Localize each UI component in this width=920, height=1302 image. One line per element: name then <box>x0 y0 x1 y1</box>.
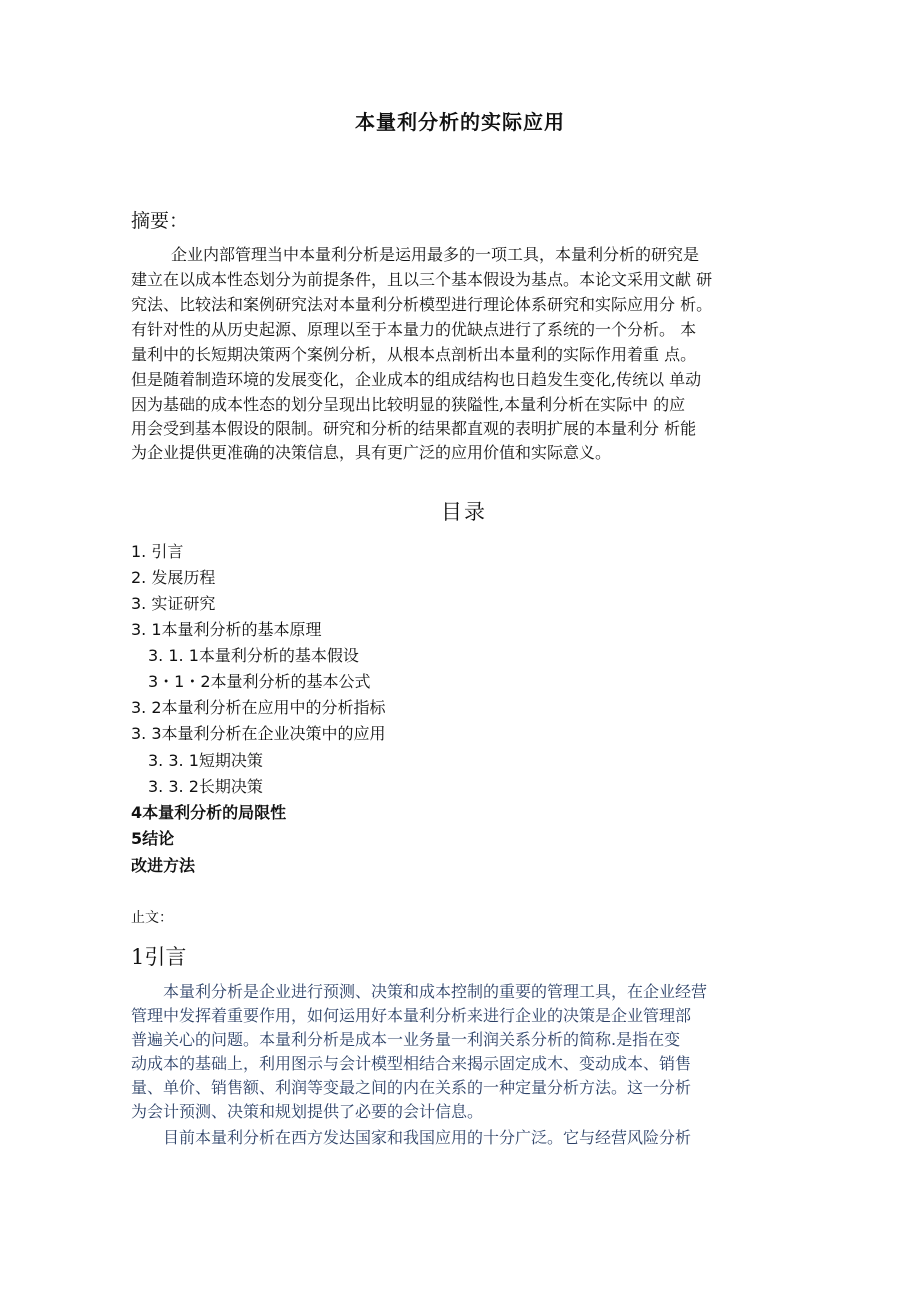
toc-item[interactable]: 3. 1. 1本量利分析的基本假设 <box>148 646 359 665</box>
abstract-line: 为企业提供更准确的决策信息，具有更广泛的应用价值和实际意义。 <box>131 443 612 462</box>
abstract-line: 究法、比较法和案例研究法对本量利分析模型进行理论体系研究和实际应用分 析。 <box>131 295 713 314</box>
document-title: 本量利分析的实际应用 <box>355 110 565 134</box>
body-line: 管理中发挥着重要作用，如何运用好本量利分析来进行企业的决策是企业管理部 <box>131 1006 692 1025</box>
toc-item[interactable]: 3・1・2本量利分析的基本公式 <box>148 672 371 691</box>
toc-item[interactable]: 3. 实证研究 <box>131 594 216 613</box>
section-heading: 1引言 <box>131 945 187 969</box>
abstract-line: 企业内部管理当中本量利分析是运用最多的一项工具，本量利分析的研究是 <box>171 245 700 264</box>
toc-item[interactable]: 改进方法 <box>131 856 196 875</box>
toc-item[interactable]: 2. 发展历程 <box>131 568 216 587</box>
toc-item[interactable]: 3. 3. 1短期决策 <box>148 751 263 770</box>
body-line: 动成本的基础上，利用图示与会计模型相结合来揭示固定成木、变动成本、销售 <box>131 1054 692 1073</box>
abstract-line: 但是随着制造环境的发展变化，企业成本的组成结构也日趋发生变化,传统以 单动 <box>131 370 702 389</box>
toc-item[interactable]: 3. 3本量利分析在企业决策中的应用 <box>131 724 386 743</box>
toc-item[interactable]: 4本量利分析的局限性 <box>131 803 287 822</box>
abstract-line: 建立在以成本性态划分为前提条件，且以三个基本假设为基点。本论文采用文献 研 <box>131 270 713 289</box>
toc-item[interactable]: 3. 2本量利分析在应用中的分析指标 <box>131 698 386 717</box>
body-label: 止文： <box>131 910 173 926</box>
body-line: 普遍关心的问题。本量利分析是成本一业务量一利润关系分析的简称.是指在变 <box>131 1030 681 1049</box>
body-line: 本量利分析是企业进行预测、决策和成本控制的重要的管理工具，在企业经营 <box>163 982 708 1001</box>
body-line: 为会计预测、决策和规划提供了必要的会计信息。 <box>131 1102 484 1121</box>
abstract-line: 有针对性的从历史起源、原理以至于本量力的优缺点进行了系统的一个分析。 本 <box>131 320 697 339</box>
abstract-line: 用会受到基本假设的限制。研究和分析的结果都直观的表明扩展的本量利分 析能 <box>131 419 697 438</box>
toc-item[interactable]: 1. 引言 <box>131 542 184 561</box>
toc-item[interactable]: 3. 3. 2长期决策 <box>148 777 263 796</box>
body-line: 目前本量利分析在西方发达国家和我国应用的十分广泛。它与经营风险分析 <box>163 1128 692 1147</box>
toc-item[interactable]: 3. 1本量利分析的基本原理 <box>131 620 322 639</box>
toc-item[interactable]: 5结论 <box>131 829 175 848</box>
abstract-line: 量利中的长短期决策两个案例分析，从根本点剖析出本量利的实际作用着重 点。 <box>131 345 697 364</box>
abstract-line: 因为基础的成本性态的划分呈现出比较明显的狭隘性,本量利分析在实际中 的应 <box>131 395 686 414</box>
body-line: 量、单价、销售额、利润等变最之间的内在关系的一种定量分析方法。这一分析 <box>131 1078 692 1097</box>
abstract-label: 摘要： <box>131 210 189 232</box>
toc-title: 目录 <box>441 500 487 524</box>
